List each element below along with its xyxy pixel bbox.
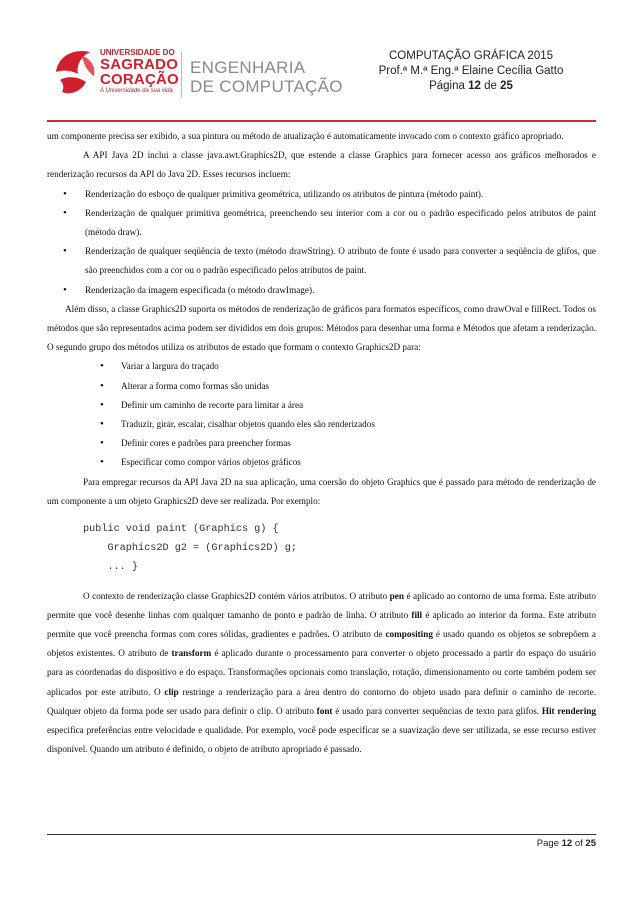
university-name <box>100 49 179 94</box>
list-item: • Especificar como compor vários objetos gráficos <box>47 453 596 472</box>
state-attribute-list <box>47 357 596 472</box>
department-name <box>190 58 343 96</box>
dept-line2: DE COMPUTAÇÃO <box>190 77 343 96</box>
list-item: • Renderização de qualquer seqüência de texto (método drawString). O atributo de fonte é usado para converter a seqüência de glifos, que são preenchidos com a cor ou o padrão especificado pelos atributos de paint. <box>47 242 596 280</box>
paragraph: Para empregar recursos da API Java 2D na sua aplicação, uma coersão do objeto Graphics que é passado para método de renderização de um componente a um objeto Graphics2D deve ser realizada. Por exemplo: <box>47 476 596 506</box>
paragraph: Além disso, a classe Graphics2D suporta os métodos de renderização de gráficos para formatos específicos, como drawOval e fillRect. Todos os métodos que são representados acima podem ser divididos em dois grupos: Métodos para desenhar uma forma e Métodos que afetam a renderização. O segundo grupo dos métodos utiliza os atributos de estado que formam o contexto Graphics2D para: <box>47 303 596 353</box>
paragraph: A API Java 2D inclui a classe java.awt.Graphics2D, que estende a classe Graphics para fornecer acesso aos gráficos melhorados e renderização recursos da API do Java 2D. Esses recursos incluem: <box>47 150 596 180</box>
page-header <box>0 0 638 116</box>
list-item: • Definir cores e padrões para preencher formas <box>47 434 596 453</box>
paragraph: um componente precisa ser exibido, a sua pintura ou método de atualização é automaticamente invocado com o contexto gráfico apropriado. <box>47 131 564 141</box>
code-line: ... } <box>83 562 139 574</box>
list-item: • Renderização da imagem especificada (o método drawImage). <box>47 281 596 300</box>
logo-divider <box>181 52 182 98</box>
dept-line1: ENGENHARIA <box>190 58 306 77</box>
code-line: Graphics2D g2 = (Graphics2D) g; <box>83 543 297 555</box>
header-info <box>366 49 576 94</box>
author-name: Prof.ª M.ª Eng.ª Elaine Cecília Gatto <box>378 65 564 77</box>
page-indicator: Página 12 de 25 <box>429 80 513 92</box>
code-line: public void paint (Graphics g) { <box>83 524 279 536</box>
code-block <box>47 520 596 578</box>
list-item: • Alterar a forma como formas são unidas <box>47 377 596 396</box>
course-title: COMPUTAÇÃO GRÁFICA 2015 <box>388 50 554 62</box>
logo-line3: CORAÇÃO <box>100 71 179 88</box>
paragraph: O contexto de renderização classe Graphics2D contém vários atributos. O atributo pen é aplicado ao contorno de uma forma. Este atributo permite que você desenhe linhas com qualquer tamanho de ponto e padrão de linha. O atributo fill é aplicado ao interior da forma. Este atributo permite que você preencha formas com cores sólidas, gradientes e padrões. O atributo de compositing é usado quando os objetos se sobrepõem a objetos existentes. O atributo de transform é aplicado durante o processamento para converter o objeto processado a partir do espaço do usuário para as coordenadas do dispositivo e do espaço. Transformações opcionais como translação, rotação, dimensionamento ou corte também podem ser aplicados por este atributo. O clip restringe a renderização para a área dentro do contorno do objeto usado para definir o caminho de recorte. Qualquer objeto da forma pode ser usado para definir o clip. O atributo font é usado para converter sequências de texto para glifos. Hit rendering especifica preferências entre velocidade e qualidade. Por exemplo, você pode especificar se a suavização deve ser utilizada, se esse recurso estiver disponível. Quando um atributo é definido, o objeto de atributo apropriado é passado. <box>47 590 596 755</box>
list-item: • Variar a largura do traçado <box>47 357 596 376</box>
footer-rule <box>47 834 596 835</box>
list-item: • Renderização de qualquer primitiva geométrica, preenchendo seu interior com a cor ou o padrão especificado pelos atributos de paint (método draw). <box>47 204 596 242</box>
list-item: • Traduzir, girar, escalar, cisalhar objetos quando eles são renderizados <box>47 415 596 434</box>
page-body <box>47 127 596 760</box>
logo-tagline: A Universidade da sua vida <box>100 88 173 94</box>
list-item: • Renderização do esboço de qualquer primitiva geométrica, utilizando os atributos de pintura (método paint). <box>47 185 596 204</box>
list-item: • Definir um caminho de recorte para limitar a área <box>47 396 596 415</box>
logo-line1: UNIVERSIDADE DO <box>100 48 175 57</box>
logo-line2: SAGRADO <box>100 56 179 73</box>
header-rule <box>47 120 596 122</box>
page-footer: Page 12 of 25 <box>536 838 596 849</box>
feature-list <box>47 185 596 300</box>
